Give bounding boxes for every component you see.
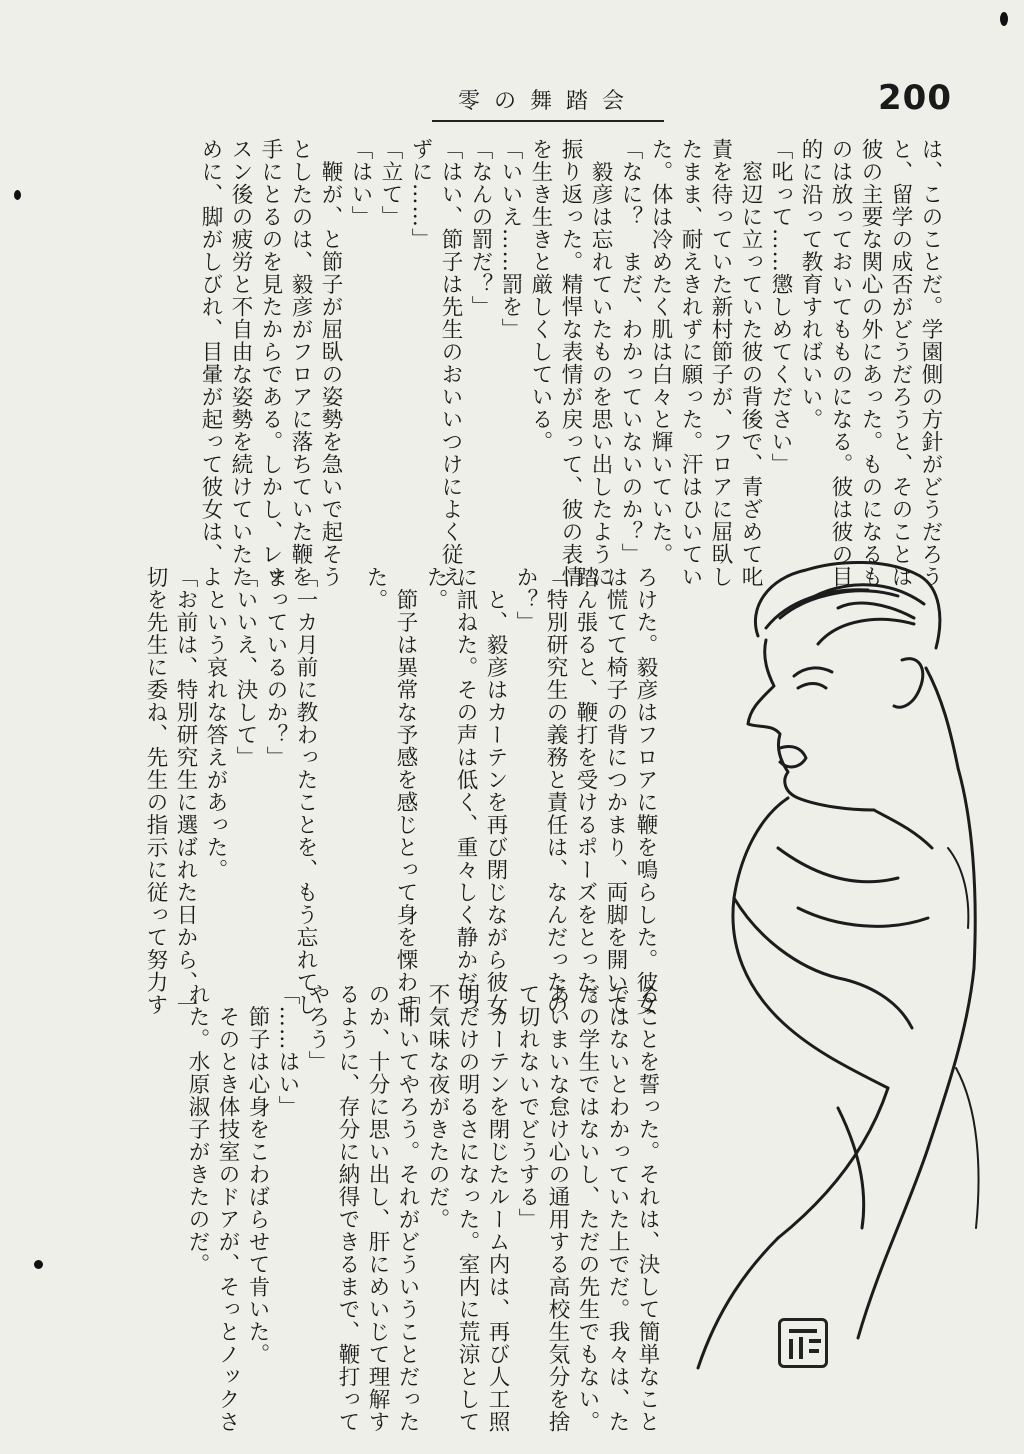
text-line: 鞭が、と節子が屈臥の姿勢を急いで起そう — [318, 138, 343, 588]
text-line: 「叩いてやろう。それがどういうことだった — [395, 983, 420, 1433]
running-header-title: 零の舞踏会 — [432, 84, 664, 122]
text-line: スン後の疲労と不自由な姿勢を続けていたた — [228, 138, 253, 588]
text-line: ることを誓った。それは、決して簡単なこと — [635, 983, 660, 1433]
text-line: のは放っておいてもものになる。彼は彼の目 — [828, 138, 853, 588]
text-line: 彼の主要な関心の外にあった。ものになるも — [858, 138, 883, 588]
text-line: 「はい、節子は先生のおいいつけによく従え — [438, 138, 463, 588]
text-line: やろう」 — [305, 983, 330, 1073]
text-line: めに、脚がしびれ、目暈が起って彼女は、よ — [198, 138, 223, 588]
text-line: カーテンを閉じたルーム内は、再び人工照 — [485, 983, 510, 1433]
text-block-middle-left — [143, 566, 320, 1016]
text-line: 「立て」 — [378, 138, 403, 228]
text-line: 責を待っていた新村節子が、フロアに屈臥し — [708, 138, 733, 588]
text-line: は、このことだ。学園側の方針がどうだろう — [918, 138, 943, 588]
text-line: 「はい」 — [348, 138, 373, 228]
text-block-lower — [150, 983, 662, 1433]
text-block-middle-right — [330, 566, 660, 1016]
text-line: た。体は冷めたく肌は白々と輝いていた。 — [648, 138, 673, 566]
text-line: 窓辺に立っていた彼の背後で、青ざめて叱 — [738, 138, 763, 588]
text-line: ろけた。毅彦はフロアに鞭を鳴らした。彼女 — [633, 566, 658, 1016]
text-line: に訊ねた。その声は低く、重々しく静かだっ — [453, 566, 478, 1016]
text-line: 手にとるのを見たからである。しかし、レッ — [258, 138, 283, 588]
text-line: と、留学の成否がどうだろうと、そのことは — [888, 138, 913, 588]
text-line: れた。水原淑子がきたのだ。 — [185, 983, 210, 1276]
text-line: 不気味な夜がきたのだ。 — [425, 983, 450, 1231]
text-line: を生き生きと厳しくしている。 — [528, 138, 553, 453]
text-line: だの学生ではないし、ただの先生でもない。 — [575, 983, 600, 1433]
text-line: か？」 — [513, 566, 538, 634]
text-line: 毅彦は忘れていたものを思い出したように — [588, 138, 613, 588]
text-line: た。 — [363, 566, 388, 611]
text-line: ずに……」 — [408, 138, 433, 251]
text-line: 的に沿って教育すればいい。 — [798, 138, 823, 431]
page-number: 200 — [878, 78, 952, 118]
text-line: そのとき体技室のドアが、そっとノックさ — [215, 983, 240, 1433]
text-line: 「……はい」 — [275, 983, 300, 1118]
text-line: 「一カ月前に教わったことを、もう忘れてし — [293, 566, 318, 1016]
text-line: あいまいな怠け心の通用する高校生気分を捨 — [545, 983, 570, 1433]
man-illustration — [688, 548, 988, 1383]
text-line: た。 — [423, 566, 448, 611]
text-line: まっているのか？」 — [263, 566, 288, 769]
text-line: と、毅彦はカーテンを再び閉じながら彼女 — [483, 566, 508, 1016]
paper-blemish — [14, 190, 21, 200]
text-line: のか、十分に思い出し、肝にめいじて理解す — [365, 983, 390, 1433]
text-line: たまま、耐えきれずに願った。汗はひいてい — [678, 138, 703, 588]
text-line: としたのは、毅彦がフロアに落ちていた鞭を — [288, 138, 313, 588]
text-line: 「お前は、特別研究生に選ばれた日から、一 — [173, 566, 198, 1016]
text-line: 明だけの明るさになった。室内に荒涼として — [455, 983, 480, 1433]
text-line: は慌てて椅子の背につかまり、両脚を開いて — [603, 566, 628, 1016]
text-line: 「叱って……懲しめてください」 — [768, 138, 793, 476]
text-line: 踏ん張ると、鞭打を受けるポーズをとった。 — [573, 566, 598, 1016]
text-line: という哀れな答えがあった。 — [203, 566, 228, 881]
text-block-upper — [150, 138, 945, 588]
paper-blemish — [34, 1260, 43, 1269]
text-line: 「いいえ、決して」 — [233, 566, 258, 769]
artist-seal-stamp — [778, 1318, 828, 1368]
paper-blemish — [1000, 12, 1008, 26]
text-line: 「なに？ まだ、わかっていないのか？」 — [618, 138, 643, 566]
text-line: 振り返った。精悍な表情が戻って、彼の表情 — [558, 138, 583, 588]
text-line: 「なんの罰だ？」 — [468, 138, 493, 318]
text-line: 「特別研究生の義務と責任は、なんだったの — [543, 566, 568, 1016]
text-line: るように、存分に納得できるまで、鞭打って — [335, 983, 360, 1433]
text-line: 「いいえ……罰を」 — [498, 138, 523, 341]
text-line: ではないとわかっていた上でだ。我々は、た — [605, 983, 630, 1433]
text-line: 切を先生に委ね、先生の指示に従って努力す — [143, 566, 168, 1016]
text-line: て切れないでどうする」 — [515, 983, 540, 1231]
text-line: 節子は心身をこわばらせて肯いた。 — [245, 983, 270, 1366]
text-line: 節子は異常な予感を感じとって身を慄わせ — [393, 566, 418, 1016]
